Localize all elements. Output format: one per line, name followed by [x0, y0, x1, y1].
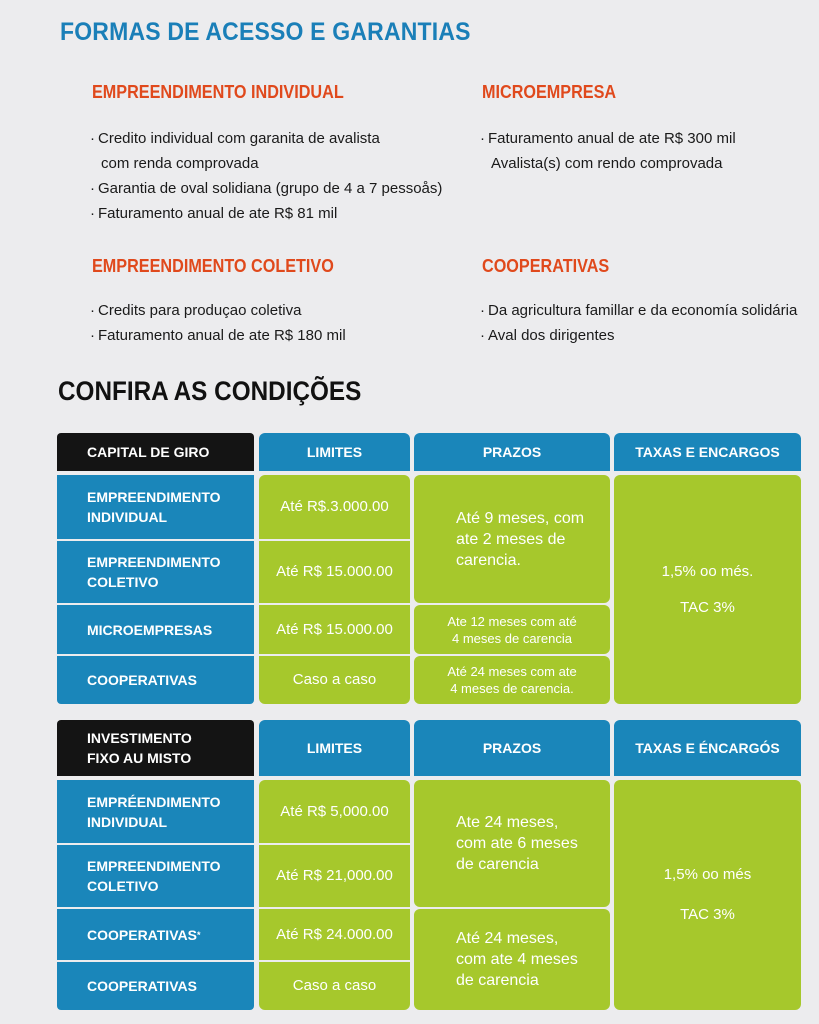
table-header-prazos: PRAZOS: [414, 433, 610, 471]
list-item: · Credito individual com garanita de avalista: [90, 126, 442, 151]
limit-cell: Até R$.3.000.00: [280, 498, 389, 515]
divider: [259, 843, 410, 845]
table-row-label: EMPREENDIMENTO COLETIVO: [57, 541, 254, 603]
list-empreendimento-coletivo: [90, 298, 346, 348]
heading-cooperativas: COOPERATIVAS: [482, 256, 610, 276]
list-item: · Aval dos dirigentes: [480, 323, 797, 348]
list-item: com renda comprovada: [101, 155, 259, 172]
table-row-label: EMPREENDIMENTO INDIVIDUAL: [57, 475, 254, 539]
taxas-cell: [614, 475, 801, 704]
list-cooperativas: [480, 298, 797, 348]
taxa-value: 1,5% oo més: [663, 866, 752, 883]
list-item: · Da agricultura famillar e da economía solidária: [480, 298, 797, 323]
limit-cell: Até R$ 15.000.00: [276, 563, 393, 580]
prazo-cell: Até 24 meses com ate 4 meses de carencia.: [414, 656, 610, 704]
list-empreendimento-individual: [90, 126, 442, 226]
tac-value: TAC 3%: [680, 906, 735, 923]
table-row-label: EMPRÉENDIMENTO INDIVIDUAL: [57, 780, 254, 843]
table-row-label: [57, 909, 254, 960]
limit-cell: Até R$ 21,000.00: [276, 867, 393, 884]
tac-value: TAC 3%: [680, 598, 735, 616]
table-row-label: MICROEMPRESAS: [57, 605, 254, 654]
limit-cell: Até R$ 15.000.00: [276, 620, 393, 638]
divider: [259, 654, 410, 656]
table-header-taxas: TAXAS E ENCARGOS: [614, 433, 801, 471]
list-item: · Garantia de oval solidiana (grupo de 4 a 7 pessoås): [90, 176, 442, 201]
table-header-capital-de-giro: CAPITAL DE GIRO: [57, 433, 254, 471]
table-row-label: EMPREENDIMENTO COLETIVO: [57, 845, 254, 907]
table-row-label: COOPERATIVAS: [57, 656, 254, 704]
list-microempresa: [480, 126, 736, 176]
row-label-text: COOPERATIVAS: [87, 926, 197, 943]
prazo-cell: Ate 12 meses com até 4 meses de carencia: [414, 605, 610, 654]
table-header-limites: LIMITES: [259, 433, 410, 471]
page-title: FORMAS DE ACESSO E GARANTIAS: [60, 18, 471, 46]
table-header-limites: LIMITES: [259, 720, 410, 776]
divider: [259, 960, 410, 962]
table-header-taxas: TAXAS E ÉNCARGÓS: [614, 720, 801, 776]
limit-cell: Caso a caso: [292, 977, 377, 994]
heading-empreendimento-individual: EMPREENDIMENTO INDIVIDUAL: [92, 82, 344, 102]
heading-empreendimento-coletivo: EMPREENDIMENTO COLETIVO: [92, 256, 334, 276]
table-header-investimento: INVESTIMENTO FIXO AU MISTO: [57, 720, 254, 776]
limit-cell: Até R$ 5,000.00: [280, 802, 389, 820]
heading-microempresa: MICROEMPRESA: [482, 82, 617, 102]
table-header-prazos: PRAZOS: [414, 720, 610, 776]
limit-cell: Caso a caso: [292, 671, 377, 688]
list-item: · Faturamento anual de ate R$ 81 mil: [90, 201, 442, 226]
limit-cell: Até R$ 24.000.00: [276, 925, 393, 943]
taxas-cell: [614, 780, 801, 1010]
list-item: · Faturamento anual de ate R$ 300 mil: [480, 126, 736, 151]
prazo-cell: Até 24 meses, com ate 4 meses de carencia: [414, 909, 610, 1010]
list-item: · Credits para produçao coletiva: [90, 298, 346, 323]
divider: [259, 603, 410, 605]
list-item: · Faturamento anual de ate R$ 180 mil: [90, 323, 346, 348]
divider: [259, 539, 410, 541]
table-row-label: COOPERATIVAS: [57, 962, 254, 1010]
prazo-cell: Ate 24 meses, com ate 6 meses de carencia: [414, 780, 610, 907]
list-item: Avalista(s) com rendo comprovada: [491, 155, 723, 172]
footnote-marker: *: [196, 929, 201, 940]
divider: [259, 907, 410, 909]
conditions-title: CONFIRA AS CONDIÇÕES: [58, 376, 362, 406]
prazo-cell: Até 9 meses, com ate 2 meses de carencia.: [414, 475, 610, 603]
taxa-value: 1,5% oo més.: [661, 562, 754, 580]
